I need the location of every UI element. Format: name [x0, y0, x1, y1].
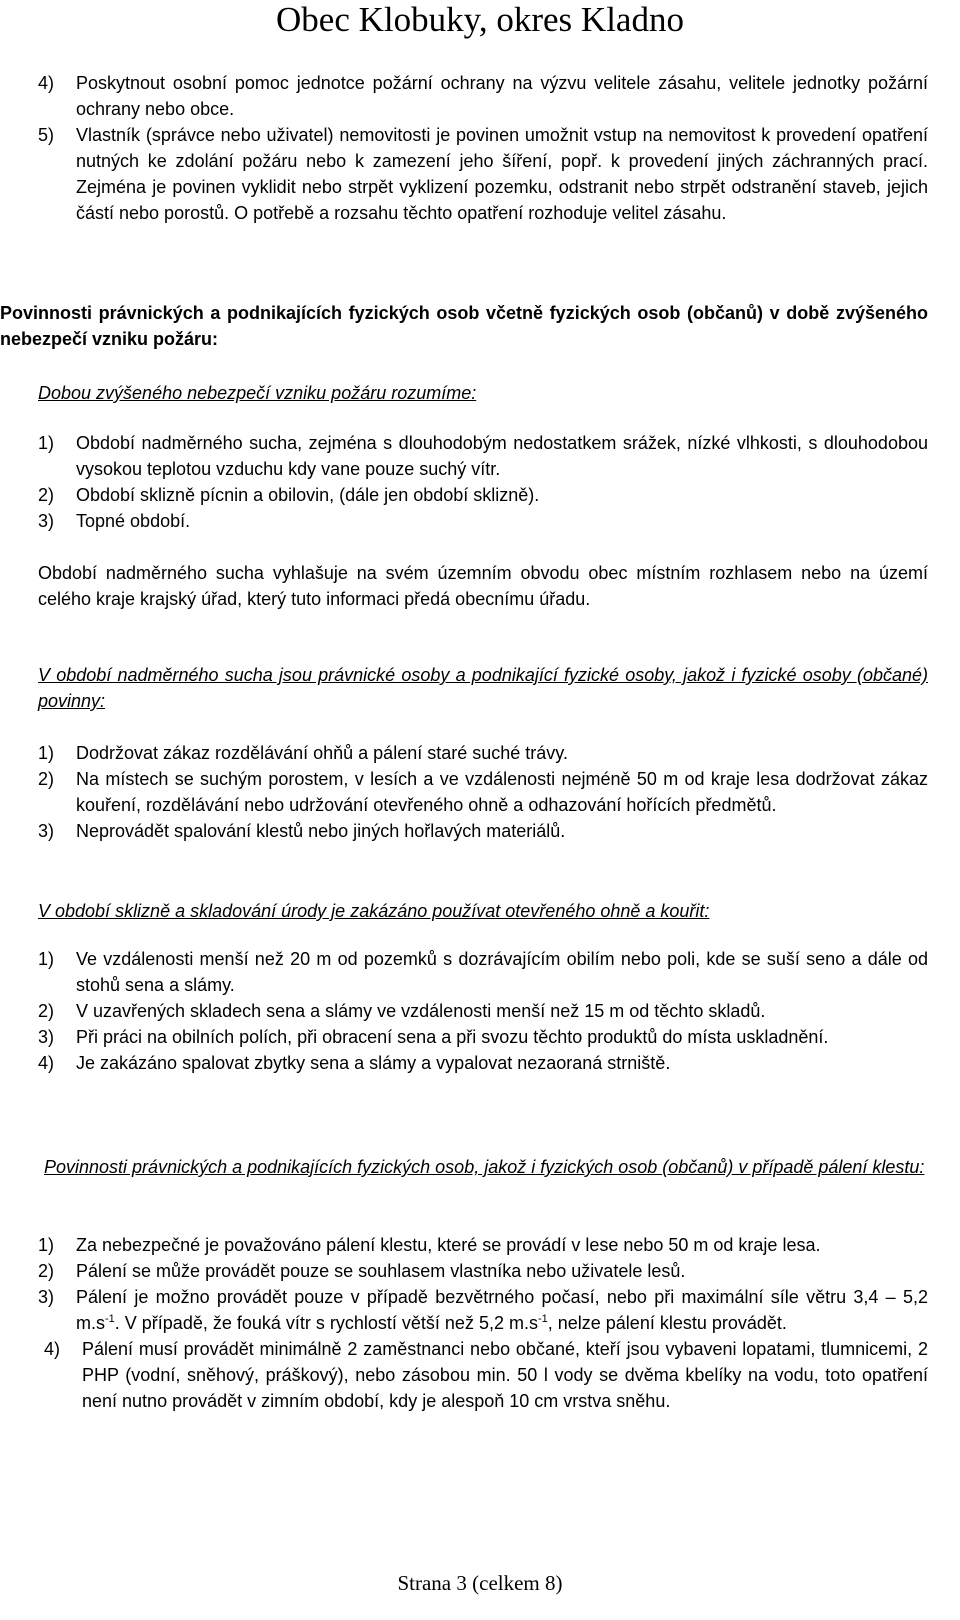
item-text: Je zakázáno spalovat zbytky sena a slámy a vypalovat nezaoraná strniště.: [76, 1053, 671, 1073]
item-number: 4): [38, 1053, 55, 1073]
section4-list: [38, 1232, 928, 1414]
item-number: 3): [38, 511, 55, 531]
item-text-c: , nelze pálení klestu provádět.: [547, 1313, 787, 1333]
item-text: Poskytnout osobní pomoc jednotce požární ochrany na výzvu velitele zásahu, velitele jednotky požární ochrany nebo obce.: [76, 73, 928, 119]
list-top: [38, 70, 928, 226]
list-item: [38, 740, 928, 766]
item-number: 2): [38, 769, 55, 789]
page-header: Obec Klobuky, okres Kladno: [276, 0, 684, 39]
superscript: -1: [105, 1313, 115, 1325]
item-text: Období sklizně pícnin a obilovin, (dále jen období sklizně).: [76, 485, 540, 505]
item-text: Za nebezpečné je považováno pálení klestu, které se provádí v lese nebo 50 m od kraje lesa.: [76, 1235, 821, 1255]
item-number: 5): [38, 125, 55, 145]
list-item: [38, 1232, 928, 1258]
section2-heading: V období nadměrného sucha jsou právnické osoby a podnikající fyzické osoby, jakož i fyzické osoby (občané) povinny:: [38, 665, 928, 711]
list-item: [38, 818, 928, 844]
item-number: 4): [38, 73, 55, 93]
list-item: [38, 482, 928, 508]
section2-list: [38, 740, 928, 844]
item-text: Období nadměrného sucha, zejména s dlouhodobým nedostatkem srážek, nízké vlhkosti, s dlouhodobou vysokou teplotou vzduchu kdy vane pouze suchý vítr.: [76, 433, 928, 479]
item-text-a: Pálení je možno provádět pouze v případě bezvětrného počasí, nebo při maximální síle větru 3,4 – 5,2 m.s: [76, 1287, 928, 1333]
section1-heading: Povinnosti právnických a podnikajících fyzických osob včetně fyzických osob (občanů) v době zvýšeného nebezpečí vzniku požáru:: [0, 303, 928, 349]
list-item: [38, 1284, 928, 1336]
item-number: 3): [38, 1287, 55, 1307]
item-text: V uzavřených skladech sena a slámy ve vzdálenosti menší než 15 m od těchto skladů.: [76, 1001, 766, 1021]
item-text: Vlastník (správce nebo uživatel) nemovitosti je povinen umožnit vstup na nemovitost k provedení opatření nutných ke zdolání požáru nebo k zamezení jeho šíření, popř. k provedení jiných záchranných prací. Zejména je povinen vyklidit nebo strpět vyklizení pozemku, odstranit nebo strpět odstranění staveb, jejich částí nebo porostů. O potřebě a rozsahu těchto opatření rozhoduje velitel zásahu.: [76, 125, 928, 223]
item-number: 1): [38, 1235, 55, 1255]
item-text-b: . V případě, že fouká vítr s rychlostí větší než 5,2 m.s: [114, 1313, 538, 1333]
item-text: Topné období.: [76, 511, 191, 531]
list-item: [38, 1258, 928, 1284]
list-item: [38, 766, 928, 818]
section1-paragraph: Období nadměrného sucha vyhlašuje na svém územním obvodu obec místním rozhlasem nebo na území celého kraje krajský úřad, který tuto informaci předá obecnímu úřadu.: [38, 563, 928, 609]
item-text: Při práci na obilních polích, při obracení sena a při svozu těchto produktů do místa uskladnění.: [76, 1027, 829, 1047]
list-item: [38, 70, 928, 122]
section3-list: [38, 946, 928, 1076]
list-item: [38, 1050, 928, 1076]
item-text: Dodržovat zákaz rozdělávání ohňů a pálení staré suché trávy.: [76, 743, 568, 763]
section1-list: [38, 430, 928, 534]
item-number: 1): [38, 743, 55, 763]
superscript: -1: [537, 1313, 548, 1325]
section1-subheading: Dobou zvýšeného nebezpečí vzniku požáru rozumíme:: [38, 383, 477, 403]
item-number: 3): [38, 821, 55, 841]
list-item: [38, 998, 928, 1024]
item-text: Pálení se může provádět pouze se souhlasem vlastníka nebo uživatele lesů.: [76, 1261, 686, 1281]
item-number: 2): [38, 1001, 55, 1021]
item-text: Pálení musí provádět minimálně 2 zaměstnanci nebo občané, kteří jsou vybaveni lopatami, tlumnicemi, 2 PHP (vodní, sněhový, práškový), nebo zásobou min. 50 l vody se dvěma kbelíky na vodu, toto opatření není nutno provádět v zimním období, kdy je alespoň 10 cm vrstva sněhu.: [82, 1339, 928, 1411]
section4-heading: Povinnosti právnických a podnikajících fyzických osob, jakož i fyzických osob (občanů) v případě pálení klestu:: [44, 1157, 925, 1177]
item-number: 2): [38, 485, 55, 505]
list-item: [38, 430, 928, 482]
page-footer: Strana 3 (celkem 8): [397, 1571, 563, 1595]
list-item: [44, 1336, 928, 1414]
item-number: 1): [38, 949, 55, 969]
list-item: [38, 508, 928, 534]
item-number: 1): [38, 433, 55, 453]
list-item: [38, 1024, 928, 1050]
item-text: Na místech se suchým porostem, v lesích a ve vzdálenosti nejméně 50 m od kraje lesa dodržovat zákaz kouření, rozdělávání nebo udržování otevřeného ohně a odhazování hořících předmětů.: [76, 769, 928, 815]
list-item: [38, 122, 928, 226]
item-number: 2): [38, 1261, 55, 1281]
list-item: [38, 946, 928, 998]
item-number: 4): [44, 1339, 61, 1359]
item-number: 3): [38, 1027, 55, 1047]
item-text: Ve vzdálenosti menší než 20 m od pozemků s dozrávajícím obilím nebo poli, kde se suší seno a dále od stohů sena a slámy.: [76, 949, 928, 995]
section3-heading: V období sklizně a skladování úrody je zakázáno používat otevřeného ohně a kouřit:: [38, 901, 710, 921]
item-text: Neprovádět spalování klestů nebo jiných hořlavých materiálů.: [76, 821, 566, 841]
